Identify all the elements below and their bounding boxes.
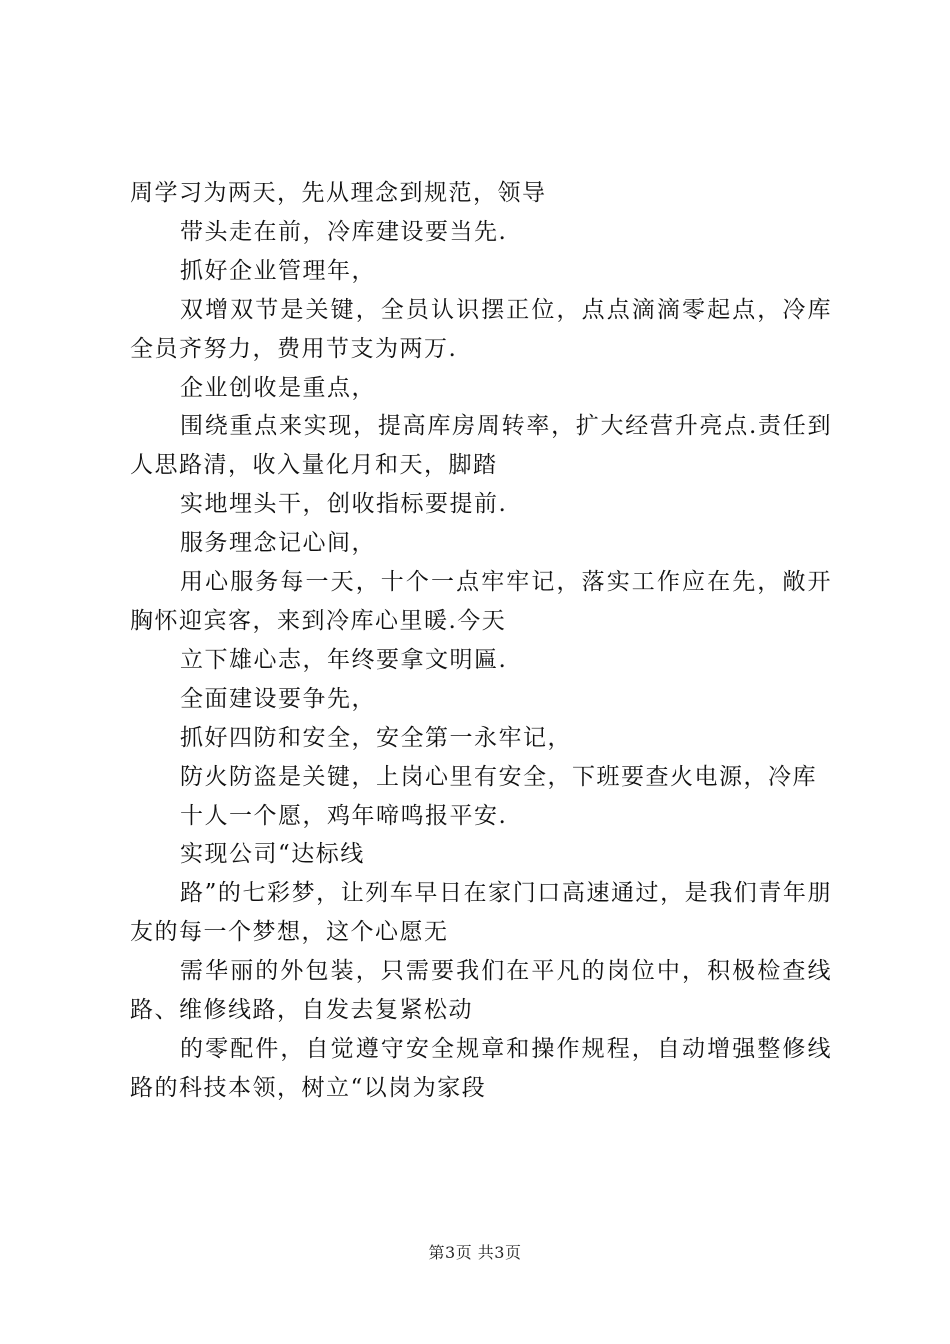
paragraph: 全面建设要争先，: [180, 685, 376, 712]
paragraph: 立下雄心志，年终要拿文明匾.: [180, 646, 508, 673]
paragraph: 企业创收是重点，: [180, 374, 376, 401]
paragraph: 实现公司“达标线: [180, 841, 365, 868]
page-number-footer: 第3页 共3页: [428, 1243, 522, 1262]
paragraph: 的零配件，自觉遵守安全规章和操作规程，自动增强整修线路的科技本领，树立“以岗为家段: [130, 1035, 832, 1101]
paragraph: 双增双节是关键，全员认识摆正位，点点滴滴零起点，冷库全员齐努力，费用节支为两万.: [130, 296, 832, 362]
paragraph: 路”的七彩梦，让列车早日在家门口高速通过，是我们青年朋友的每一个梦想，这个心愿无: [130, 880, 832, 946]
paragraph: 防火防盗是关键，上岗心里有安全，下班要查火电源，冷库: [180, 763, 817, 790]
paragraph: 抓好企业管理年，: [180, 257, 376, 284]
paragraph: 实地埋头干，创收指标要提前.: [180, 491, 508, 518]
paragraph: 围绕重点来实现，提高库房周转率，扩大经营升亮点.责任到人思路清，收入量化月和天，脚踏: [130, 413, 832, 479]
document-body: [130, 174, 832, 1108]
paragraph: 需华丽的外包装，只需要我们在平凡的岗位中，积极检查线路、维修线路，自发去复紧松动: [130, 958, 832, 1024]
paragraph: 周学习为两天，先从理念到规范，领导: [130, 180, 547, 206]
paragraph: 服务理念记心间，: [180, 530, 376, 557]
paragraph: 用心服务每一天，十个一点牢牢记，落实工作应在先，敞开胸怀迎宾客，来到冷库心里暖.今天: [130, 569, 832, 634]
paragraph: 带头走在前，冷库建设要当先.: [180, 218, 508, 245]
paragraph: 十人一个愿，鸡年啼鸣报平安.: [180, 802, 508, 829]
paragraph: 抓好四防和安全，安全第一永牢记，: [180, 724, 572, 751]
